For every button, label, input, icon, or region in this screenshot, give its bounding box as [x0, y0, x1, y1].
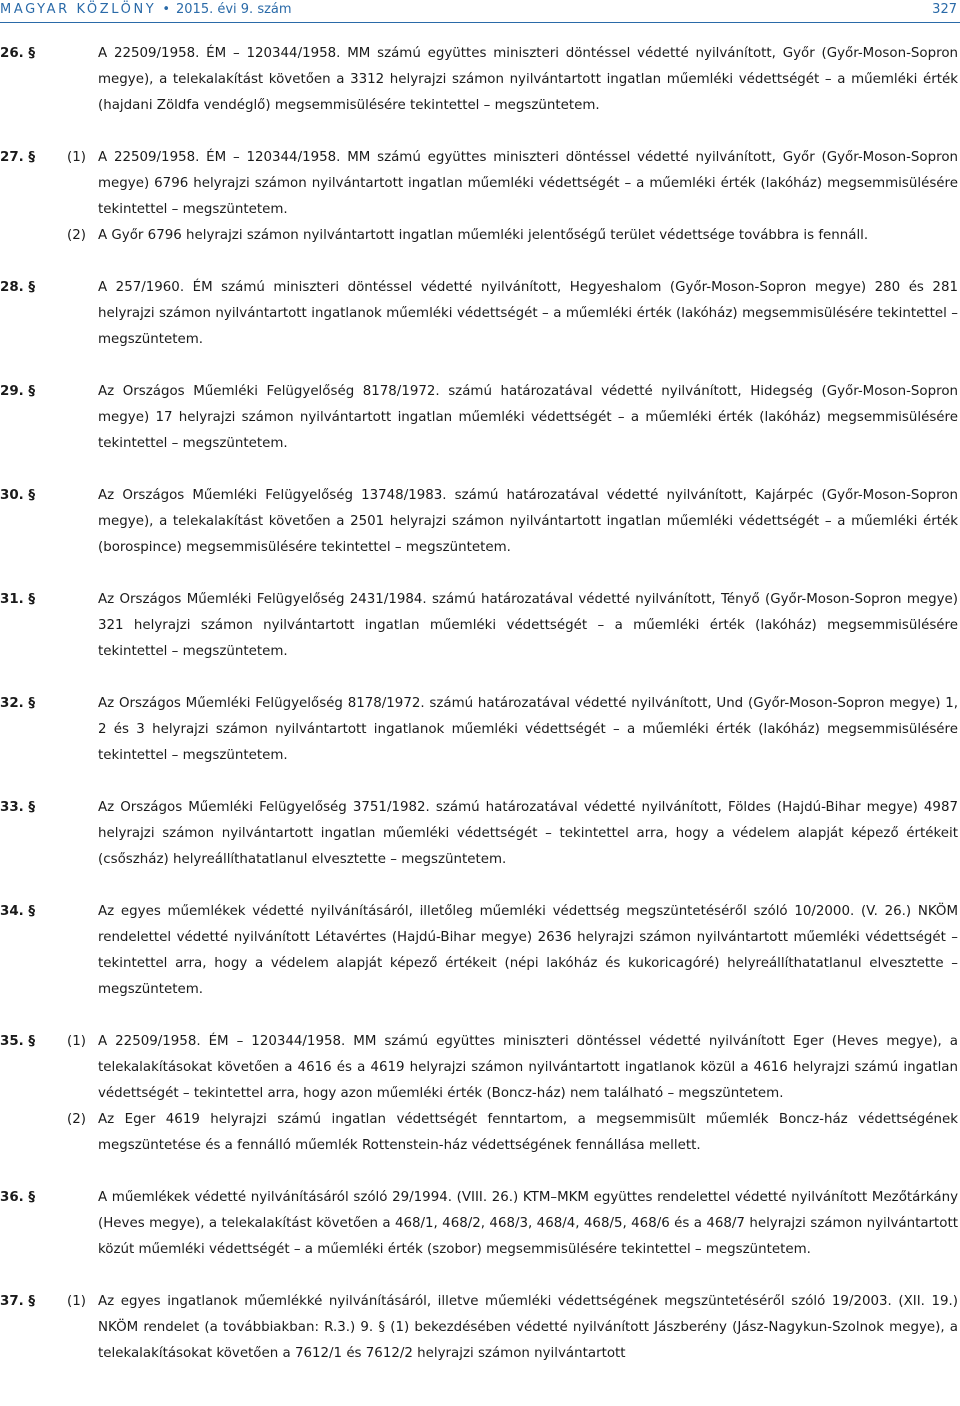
section — [0, 1185, 958, 1263]
paragraph-text: A 22509/1958. ÉM – 120344/1958. MM számú együttes miniszteri döntéssel védetté nyilvánított Eger (Heves megye), a telekalakításokat követően a 4616 és a 4619 helyrajzi számon nyilvántartott ingatlanok közül a 4616 helyrajzi számú ingatlan védettségét – tekintettel arra, hogy azon műemléki érték (Boncz-ház) nem található – megszüntetem. — [98, 1034, 958, 1101]
paragraph — [67, 145, 958, 223]
journal-title: MAGYAR KÖZLÖNY — [0, 2, 157, 17]
paragraph — [98, 899, 958, 1003]
paragraph — [98, 691, 958, 769]
paragraph — [98, 41, 958, 119]
page-number: 327 — [932, 2, 957, 17]
paragraph-label: (2) — [67, 228, 86, 243]
section-number: 35. § — [0, 1034, 36, 1049]
section — [0, 379, 958, 457]
section-number: 30. § — [0, 488, 36, 503]
paragraph-text: Az Országos Műemléki Felügyelőség 13748/1983. számú határozatával védetté nyilvánított, Kajárpéc (Győr-Moson-Sopron megye), a telekalakítást követően a 2501 helyrajzi számon nyilvántartott ingatlan műemléki védettségét – a műemléki érték (borospince) megsemmisülésére tekintettel – megszüntetem. — [98, 488, 958, 555]
section — [0, 483, 958, 561]
paragraph-label: (2) — [67, 1112, 86, 1127]
paragraph-text: A 257/1960. ÉM számú miniszteri döntéssel védetté nyilvánított, Hegyeshalom (Győr-Moson-Sopron megye) 280 és 281 helyrajzi számon nyilvántartott ingatlanok műemléki védettségét – a műemléki érték (lakóház) megsemmisülésére tekintettel – megszüntetem. — [98, 280, 958, 347]
section-number: 34. § — [0, 904, 36, 919]
section — [0, 899, 958, 1003]
section — [0, 1029, 958, 1159]
page-header — [0, 2, 960, 22]
section — [0, 691, 958, 769]
paragraph — [98, 795, 958, 873]
paragraph — [98, 275, 958, 353]
paragraph — [98, 1185, 958, 1263]
section-number: 29. § — [0, 384, 36, 399]
paragraph-text: Az Országos Műemléki Felügyelőség 8178/1972. számú határozatával védetté nyilvánított, Hidegség (Győr-Moson-Sopron megye) 17 helyrajzi számon nyilvántartott ingatlan műemléki védettségét – a műemléki érték (lakóház) megsemmisülésére tekintettel – megszüntetem. — [98, 384, 958, 451]
paragraph-text: Az egyes ingatlanok műemlékké nyilvánításáról, illetve műemléki védettségének megszüntetéséről szóló 19/2003. (XII. 19.) NKÖM rendelet (a továbbiakban: R.3.) 9. § (1) bekezdésében védetté nyilvánított Jászberény (Jász-Nagykun-Szolnok megye), a telekalakításokat követően a 7612/1 és 7612/2 helyrajzi számon nyilvántartott — [98, 1294, 958, 1361]
section-number: 37. § — [0, 1294, 36, 1309]
section — [0, 145, 958, 249]
section-number: 33. § — [0, 800, 36, 815]
section-number: 28. § — [0, 280, 36, 295]
paragraph-text: Az Országos Műemléki Felügyelőség 2431/1984. számú határozatával védetté nyilvánított, Tényő (Győr-Moson-Sopron megye) 321 helyrajzi számon nyilvántartott ingatlan műemléki védettségét – a műemléki érték (lakóház) megsemmisülésére tekintettel – megszüntetem. — [98, 592, 958, 659]
paragraph-label: (1) — [67, 150, 86, 165]
section — [0, 41, 958, 119]
section-number: 26. § — [0, 46, 36, 61]
section — [0, 1289, 958, 1367]
paragraph-text: A 22509/1958. ÉM – 120344/1958. MM számú együttes miniszteri döntéssel védetté nyilvánított, Győr (Győr-Moson-Sopron megye), a telekalakítást követően a 3312 helyrajzi számon nyilvántartott ingatlan műemléki védettségét – a műemléki érték (hajdani Zöldfa vendéglő) megsemmisülésére tekintettel – megszüntetem. — [98, 46, 958, 113]
section — [0, 587, 958, 665]
header-separator: • — [162, 2, 170, 17]
section-number: 36. § — [0, 1190, 36, 1205]
paragraph-label: (1) — [67, 1294, 86, 1309]
paragraph — [98, 587, 958, 665]
paragraph — [67, 1289, 958, 1367]
paragraph — [98, 379, 958, 457]
section-number: 32. § — [0, 696, 36, 711]
paragraph — [67, 1107, 958, 1159]
issue-date: 2015. évi 9. szám — [176, 2, 292, 17]
header-rule — [0, 22, 960, 23]
paragraph-text: Az Országos Műemléki Felügyelőség 8178/1972. számú határozatával védetté nyilvánított, Und (Győr-Moson-Sopron megye) 1, 2 és 3 helyrajzi számon nyilvántartott ingatlanok műemléki védettségét – a műemléki érték (lakóház) megsemmisülésére tekintettel – megszüntetem. — [98, 696, 958, 763]
paragraph-text: A Győr 6796 helyrajzi számon nyilvántartott ingatlan műemléki jelentőségű terület védettsége továbbra is fennáll. — [98, 228, 869, 243]
section-number: 31. § — [0, 592, 36, 607]
paragraph — [67, 223, 958, 249]
paragraph-text: Az Országos Műemléki Felügyelőség 3751/1982. számú határozatával védetté nyilvánított, Földes (Hajdú-Bihar megye) 4987 helyrajzi számon nyilvántartott ingatlan műemléki védettségét – tekintettel arra, hogy a védelem alapját képező értékeit (csőszház) helyreállíthatatlanul elvesztette – megszüntetem. — [98, 800, 958, 867]
header-left — [0, 2, 292, 17]
section — [0, 795, 958, 873]
paragraph — [67, 1029, 958, 1107]
paragraph — [98, 483, 958, 561]
paragraph-text: A műemlékek védetté nyilvánításáról szóló 29/1994. (VIII. 26.) KTM–MKM együttes rendelettel védetté nyilvánított Mezőtárkány (Heves megye), a telekalakítást követően a 468/1, 468/2, 468/3, 468/4, 468/5, 468/6 és a 468/7 helyrajzi számon nyilvántartott közút műemléki védettségét – a műemléki érték (szobor) megsemmisülésére tekintettel – megszüntetem. — [98, 1190, 958, 1257]
paragraph-text: Az egyes műemlékek védetté nyilvánításáról, illetőleg műemléki védettség megszüntetéséről szóló 10/2000. (V. 26.) NKÖM rendelettel védetté nyilvánított Létavértes (Hajdú-Bihar megye) 2636 helyrajzi számon nyilvántartott műemléki védettségét – tekintettel arra, hogy a védelem alapját képező értékeit (népi lakóház és kukoricagóré) helyreállíthatatlanul elvesztette – megszüntetem. — [98, 904, 958, 997]
section — [0, 275, 958, 353]
document-body — [0, 41, 958, 1393]
paragraph-text: Az Eger 4619 helyrajzi számú ingatlan védettségét fenntartom, a megsemmisült műemlék Boncz-ház védettségének megszüntetése és a fennálló műemlék Rottenstein-ház védettségének fennállása mellett. — [98, 1112, 958, 1153]
paragraph-label: (1) — [67, 1034, 86, 1049]
paragraph-text: A 22509/1958. ÉM – 120344/1958. MM számú együttes miniszteri döntéssel védetté nyilvánított, Győr (Győr-Moson-Sopron megye) 6796 helyrajzi számon nyilvántartott ingatlan műemléki védettségét – a műemléki érték (lakóház) megsemmisülésére tekintettel – megszüntetem. — [98, 150, 958, 217]
section-number: 27. § — [0, 150, 36, 165]
